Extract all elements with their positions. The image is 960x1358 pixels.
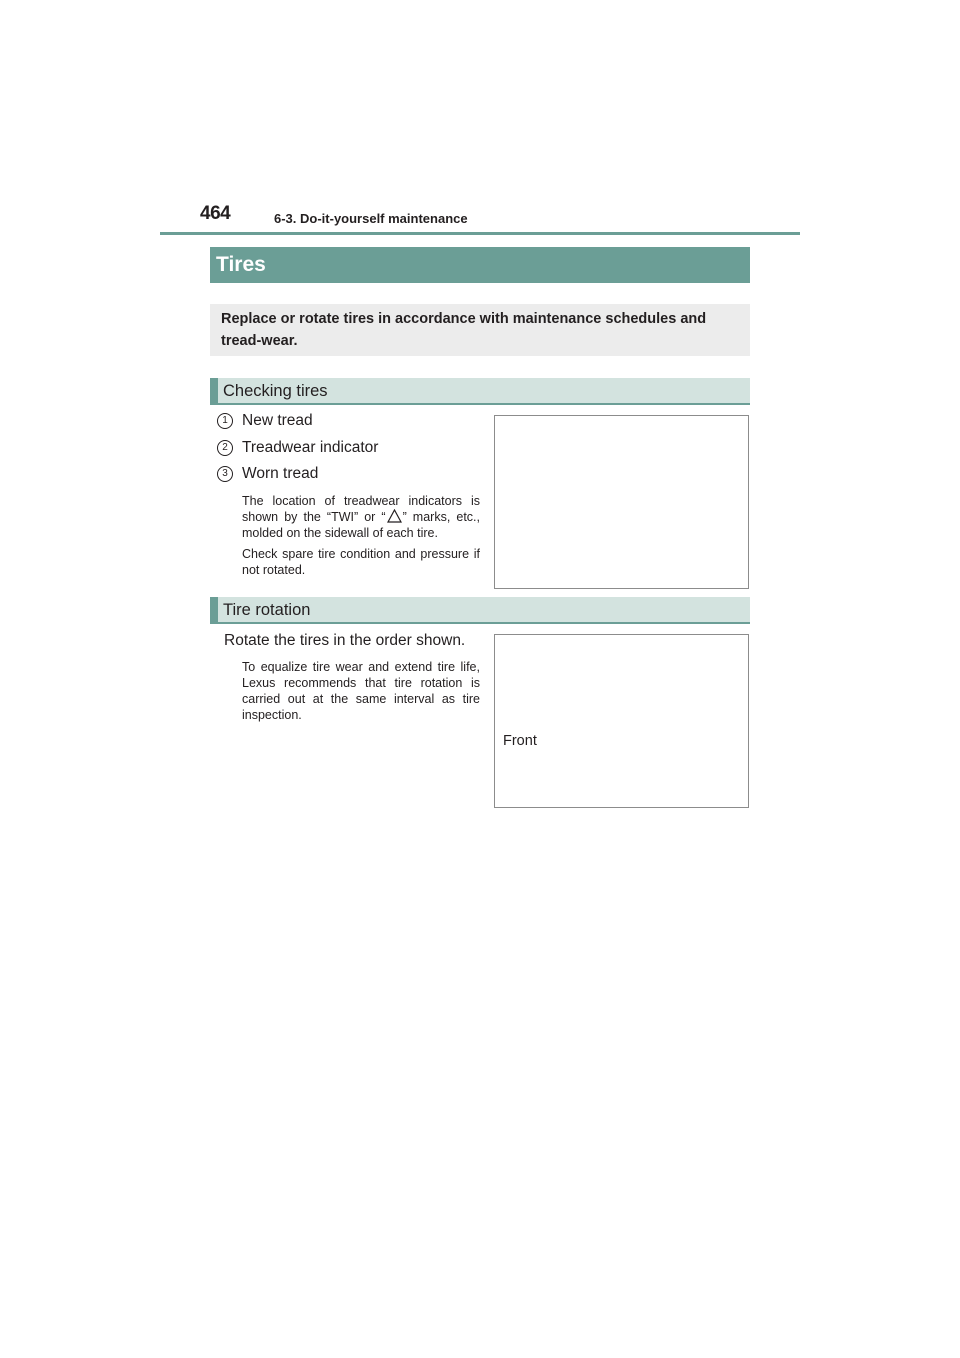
treadwear-note [242,493,480,541]
item-treadwear-indicator: Treadwear indicator [242,439,379,456]
header-rule [160,232,800,235]
treadwear-note-part1: The location of treadwear indicators is shown by the “TWI” or “ [242,494,480,524]
spare-tire-note: Check spare tire condition and pressure if not rotated. [242,547,480,577]
tread-illustration [494,415,749,589]
rotation-instruction: Rotate the tires in the order shown. [224,632,466,649]
triangle-outline-icon [387,509,402,523]
section-tire-rotation [210,597,750,624]
front-label: Front [503,733,537,749]
intro-text: Replace or rotate tires in accordance with maintenance schedules and tread-wear. [221,311,707,349]
intro-box [210,304,750,356]
section-checking-tires [210,378,750,405]
treadwear-note-part2: ” marks, etc., molded on the sidewall of each tire. [242,510,480,540]
section-heading: Tire rotation [223,601,311,619]
section-heading: Checking tires [223,382,328,400]
page-number: 464 [200,203,231,224]
section-accent [210,378,218,403]
item-worn-tread: Worn tread [242,465,319,482]
section-accent [210,597,218,622]
item-number-badge: 3 [217,466,233,482]
running-header: 6-3. Do-it-yourself maintenance [274,211,468,226]
page-title: Tires [210,247,750,283]
rotation-note: To equalize tire wear and extend tire life, Lexus recommends that tire rotation is carried out at the same interval as tire inspection. [242,660,480,722]
item-number-badge: 1 [217,413,233,429]
item-number-badge: 2 [217,440,233,456]
item-new-tread: New tread [242,412,313,429]
rotation-illustration [494,634,749,808]
